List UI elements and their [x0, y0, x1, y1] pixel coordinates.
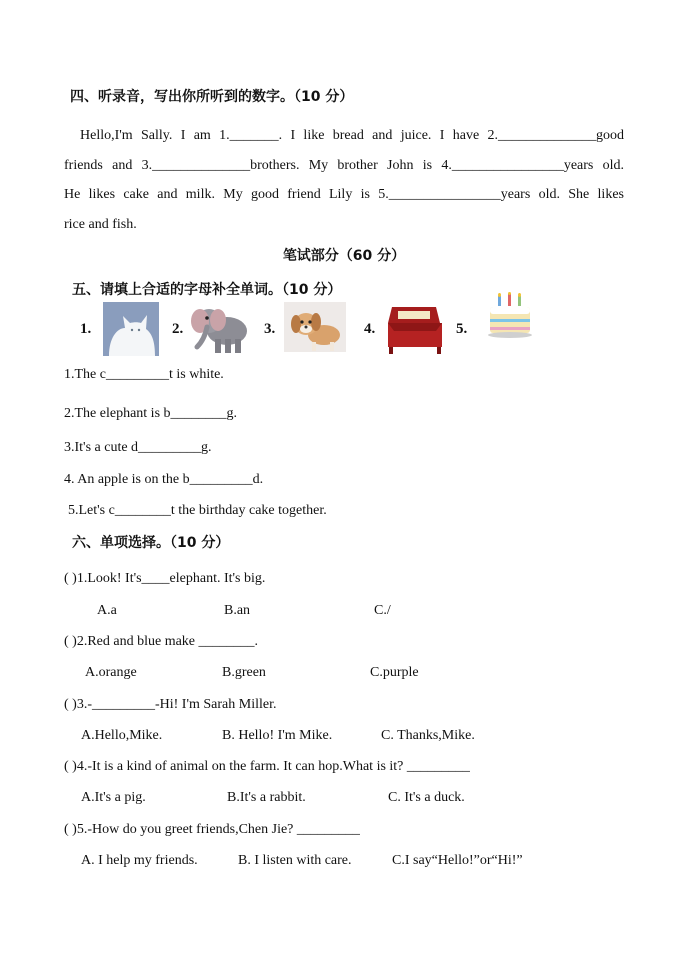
cat-icon — [103, 302, 159, 356]
question-4-option-a: A.It's a pig. — [81, 790, 146, 805]
fill-item-1: 1.The c_________t is white. — [64, 367, 224, 382]
section6-title: 六、单项选择。（10 分） — [72, 535, 230, 551]
question-5-option-b: B. I listen with care. — [238, 853, 352, 868]
question-stem-5: ( )5.-How do you greet friends,Chen Jie? _________ — [64, 822, 360, 837]
question-5-option-a: A. I help my friends. — [81, 853, 198, 868]
question-1-option-b: B.an — [224, 603, 251, 618]
question-2-option-a: A.orange — [85, 665, 137, 680]
section4-title: 四、听录音，写出你所听到的数字。（10 分） — [70, 89, 354, 105]
picture-label-4: 4. — [364, 321, 376, 337]
passage-line: Hello,I'm Sally. I am 1._______. I like bread and juice. I have 2.______________good — [80, 128, 624, 143]
written-part-title: 笔试部分（60 分） — [282, 248, 406, 264]
question-1-option-a: A.a — [97, 603, 117, 618]
question-2-option-c: C.purple — [370, 665, 419, 680]
question-5-option-c: C.I say“Hello!”or“Hi!” — [392, 853, 523, 868]
question-2-option-b: B.green — [222, 665, 266, 680]
passage-line: rice and fish. — [64, 216, 137, 232]
fill-item-3: 3.It's a cute d_________g. — [64, 440, 212, 455]
question-1-option-c: C./ — [374, 603, 391, 618]
section4-passage — [64, 121, 624, 239]
question-stem-4: ( )4.-It is a kind of animal on the farm. It can hop.What is it? _________ — [64, 759, 470, 774]
fill-item-2: 2.The elephant is b________g. — [64, 406, 238, 421]
bed-icon — [386, 303, 444, 355]
passage-line: He likes cake and milk. My good friend Lily is 5.________________years old. She likes — [64, 187, 624, 202]
question-4-option-c: C. It's a duck. — [388, 790, 465, 805]
question-stem-1: ( )1.Look! It's____elephant. It's big. — [64, 571, 266, 586]
question-4-option-b: B.It's a rabbit. — [227, 790, 306, 805]
passage-line: friends and 3.______________brothers. My brother John is 4.________________years old. — [64, 157, 624, 173]
question-3-option-c: C. Thanks,Mike. — [381, 728, 475, 743]
fill-item-4: 4. An apple is on the b_________d. — [64, 472, 264, 487]
question-stem-3: ( )3.-_________-Hi! I'm Sarah Miller. — [64, 697, 277, 712]
question-3-option-b: B. Hello! I'm Mike. — [222, 728, 333, 743]
picture-label-3: 3. — [264, 321, 276, 337]
picture-label-2: 2. — [172, 321, 184, 337]
birthday-cake-icon — [485, 292, 535, 342]
picture-label-5: 5. — [456, 321, 468, 337]
elephant-icon — [187, 303, 255, 355]
section5-title: 五、请填上合适的字母补全单词。（10 分） — [72, 282, 342, 298]
fill-item-5: 5.Let's c________t the birthday cake together. — [68, 503, 327, 518]
question-3-option-a: A.Hello,Mike. — [81, 728, 163, 743]
dog-icon — [284, 302, 346, 352]
picture-label-1: 1. — [80, 321, 92, 337]
question-stem-2: ( )2.Red and blue make ________. — [64, 634, 259, 649]
